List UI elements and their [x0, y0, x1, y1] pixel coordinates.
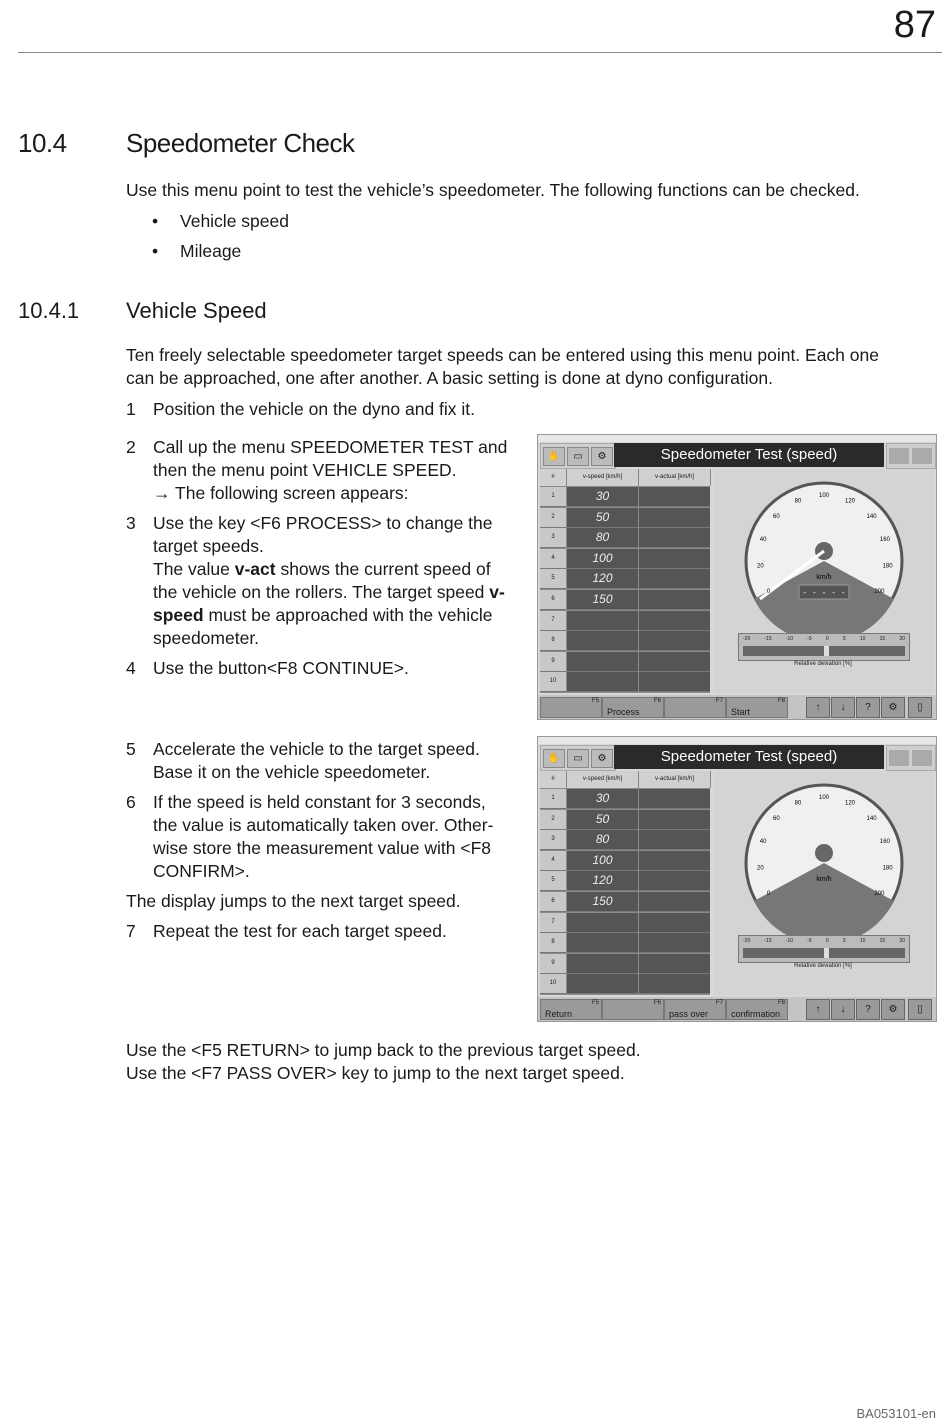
section-title: Speedometer Check — [126, 128, 355, 158]
vactual-cell — [639, 851, 710, 871]
deviation-indicator — [824, 646, 829, 656]
vspeed-cell[interactable]: 150 — [567, 590, 638, 610]
f6-button[interactable]: F6 — [602, 999, 664, 1020]
gauge-tick-label: 180 — [882, 563, 893, 570]
vspeed-cell[interactable] — [567, 954, 638, 974]
deviation-tick-label: -20 — [743, 938, 751, 944]
vactual-cell — [639, 487, 710, 507]
col-header-num: # — [540, 469, 567, 486]
step-number: 6 — [126, 792, 136, 812]
step-text: speed must be approached with the vehicle — [153, 605, 493, 625]
vspeed-cell[interactable] — [567, 652, 638, 672]
hand-icon[interactable]: ✋ — [543, 447, 565, 466]
vactual-cell — [639, 611, 710, 631]
row-number: 4 — [540, 851, 566, 871]
arrow-up-icon[interactable]: ↑ — [806, 999, 830, 1020]
hand-icon[interactable]: ✋ — [543, 749, 565, 768]
f8-start-button[interactable]: Start F8 — [726, 697, 788, 718]
vspeed-cell[interactable]: 150 — [567, 892, 638, 912]
exit-icon[interactable]: ▯ — [908, 999, 932, 1020]
gauge-tick-label: 0 — [766, 891, 771, 897]
vspeed-cell[interactable]: 100 — [567, 549, 638, 569]
f7-pass-over-button[interactable]: pass over F7 — [664, 999, 726, 1020]
function-key-bar — [538, 695, 936, 719]
row-number: 10 — [540, 974, 566, 994]
gauge-tick-label: 120 — [844, 498, 856, 505]
row-number: 7 — [540, 913, 566, 933]
vspeed-cell[interactable]: 30 — [567, 487, 638, 507]
screen-title: Speedometer Test (speed) — [614, 443, 884, 467]
deviation-tick-label: 20 — [899, 938, 905, 944]
col-header-vactual: v-actual [km/h] — [639, 469, 711, 486]
step-text: the vehicle on the rollers. The target speed v- — [153, 582, 505, 602]
screen-title: Speedometer Test (speed) — [614, 745, 884, 769]
deviation-tick-label: 20 — [899, 636, 905, 642]
step-number: 7 — [126, 921, 136, 941]
deviation-tick-label: -15 — [764, 938, 772, 944]
outro-line: Use the <F5 RETURN> to jump back to the previous target speed. — [126, 1040, 641, 1060]
step-number: 5 — [126, 739, 136, 759]
step-text: → The following screen appears: — [153, 483, 409, 503]
step-text: wise store the measurement value with <F8 — [153, 838, 492, 858]
vactual-cell — [639, 954, 710, 974]
vactual-cell — [639, 974, 710, 994]
vspeed-cell[interactable] — [567, 672, 638, 692]
vactual-cell — [639, 672, 710, 692]
gauge-tick-label: 140 — [866, 514, 877, 521]
bullet-item: Vehicle speed — [180, 211, 289, 231]
gauge-tick-label: 60 — [773, 514, 780, 521]
deviation-tick-label: -10 — [785, 636, 794, 642]
gauge-tick-label: 120 — [844, 800, 856, 807]
step-text: Position the vehicle on the dyno and fix it. — [153, 399, 476, 419]
subsection-intro: can be approached, one after another. A basic setting is done at dyno configuration. — [126, 368, 773, 388]
gauge-tick-label: 200 — [874, 589, 885, 595]
vactual-cell — [639, 569, 710, 589]
step-text: then the menu point VEHICLE SPEED. — [153, 460, 457, 480]
vspeed-cell[interactable]: 120 — [567, 871, 638, 891]
step-text: Accelerate the vehicle to the target speed. — [153, 739, 480, 759]
step-text: the value is automatically taken over. Other- — [153, 815, 494, 835]
f6-process-button[interactable]: Process F6 — [602, 697, 664, 718]
toolbar-left — [540, 745, 616, 771]
vactual-cell — [639, 590, 710, 610]
deviation-tick-label: 0 — [825, 636, 829, 642]
f5-return-button[interactable]: Return F5 — [540, 999, 602, 1020]
step-number: 3 — [126, 513, 136, 533]
deviation-tick-label: -10 — [785, 938, 794, 944]
row-number: 6 — [540, 892, 566, 912]
deviation-tick-label: 10 — [859, 938, 866, 944]
row-number: 5 — [540, 569, 566, 589]
page-number: 87 — [893, 4, 936, 46]
col-header-vspeed: v-speed [km/h] — [567, 469, 639, 486]
wrench-icon[interactable]: ⚙ — [591, 749, 613, 768]
step-number: 1 — [126, 399, 136, 419]
vactual-cell — [639, 913, 710, 933]
dyno-icon[interactable] — [889, 448, 909, 464]
deviation-tick-label: 15 — [879, 636, 886, 642]
gauge-tick-label: 40 — [759, 537, 767, 544]
gauge-tick-label: 20 — [757, 563, 764, 570]
vspeed-cell[interactable]: 50 — [567, 810, 638, 830]
vspeed-cell[interactable] — [567, 974, 638, 994]
deviation-scale — [738, 935, 910, 963]
step-text: Repeat the test for each target speed. — [153, 921, 447, 941]
vactual-cell — [639, 652, 710, 672]
outro-line: Use the <F7 PASS OVER> key to jump to the next target speed. — [126, 1063, 625, 1083]
vspeed-cell[interactable]: 80 — [567, 528, 638, 548]
tools-icon[interactable]: ⚙ — [881, 999, 905, 1020]
deviation-label: Relative deviation [%] — [794, 661, 852, 667]
gauge-tick-label: 80 — [794, 800, 802, 807]
subsection-number: 10.4.1 — [18, 298, 80, 323]
gauge-tick-label: 160 — [879, 537, 890, 544]
arrow-down-icon[interactable]: ↓ — [831, 999, 855, 1020]
step-text: speedometer. — [153, 628, 260, 648]
gauge-tick-label: 40 — [759, 839, 767, 846]
step-number: 4 — [126, 658, 136, 678]
screenshot-speedometer-test-2 — [537, 736, 937, 1022]
vactual-cell — [639, 528, 710, 548]
row-number: 10 — [540, 672, 566, 692]
row-number: 3 — [540, 528, 566, 548]
vspeed-cell[interactable]: 100 — [567, 851, 638, 871]
svg-text:- - - - -: - - - - - — [802, 589, 846, 598]
f5-button[interactable]: F5 — [540, 697, 602, 718]
vactual-cell — [639, 631, 710, 651]
subsection-intro: Ten freely selectable speedometer target speeds can be entered using this menu point. Each one — [126, 345, 879, 365]
document-code: BA053101-en — [856, 1406, 936, 1421]
bullet-dot: • — [152, 211, 159, 231]
col-header-num: # — [540, 771, 567, 788]
f8-confirmation-button[interactable]: confirmation F8 — [726, 999, 788, 1020]
row-number: 5 — [540, 871, 566, 891]
vactual-cell — [639, 789, 710, 809]
section-number: 10.4 — [18, 128, 67, 158]
target-speed-table — [540, 771, 710, 995]
bullet-item: Mileage — [180, 241, 242, 261]
header-rule — [18, 52, 942, 53]
vspeed-cell[interactable]: 80 — [567, 830, 638, 850]
row-number: 2 — [540, 508, 566, 528]
row-number: 6 — [540, 590, 566, 610]
gauge-dial — [714, 783, 934, 943]
tools-icon[interactable]: ⚙ — [881, 697, 905, 718]
row-number: 8 — [540, 933, 566, 953]
window-strip — [538, 737, 936, 744]
help-icon[interactable]: ? — [856, 697, 880, 718]
deviation-tick-label: 10 — [859, 636, 866, 642]
deviation-tick-label: 0 — [825, 938, 829, 944]
step-number: 2 — [126, 437, 136, 457]
deviation-tick-label: -15 — [764, 636, 772, 642]
row-number: 1 — [540, 789, 566, 809]
vspeed-cell[interactable]: 50 — [567, 508, 638, 528]
target-speed-table — [540, 469, 710, 693]
deviation-indicator — [824, 948, 829, 958]
dyno-icon[interactable] — [889, 750, 909, 766]
vactual-cell — [639, 508, 710, 528]
gauge-tick-label: 200 — [874, 891, 885, 897]
vactual-cell — [639, 933, 710, 953]
gauge-tick-label: 100 — [818, 493, 830, 499]
vspeed-cell[interactable] — [567, 933, 638, 953]
row-number: 2 — [540, 810, 566, 830]
wrench-icon[interactable]: ⚙ — [591, 447, 613, 466]
deviation-tick-label: -5 — [807, 636, 812, 642]
gauge-tick-label: 60 — [773, 816, 780, 823]
deviation-scale — [738, 633, 910, 661]
vspeed-cell[interactable] — [567, 631, 638, 651]
deviation-label: Relative deviation [%] — [794, 963, 852, 969]
step-text: Use the button<F8 CONTINUE>. — [153, 658, 409, 678]
arrow-up-icon[interactable]: ↑ — [806, 697, 830, 718]
screenshot-speedometer-test-1 — [537, 434, 937, 720]
step-text: target speeds. — [153, 536, 264, 556]
toolbar-right — [886, 745, 936, 771]
toolbar-right — [886, 443, 936, 469]
roller-icon[interactable] — [912, 750, 932, 766]
row-number: 9 — [540, 954, 566, 974]
roller-icon[interactable] — [912, 448, 932, 464]
col-header-vspeed: v-speed [km/h] — [567, 771, 639, 788]
jump-note: The display jumps to the next target speed. — [126, 891, 461, 911]
vspeed-cell[interactable]: 120 — [567, 569, 638, 589]
vspeed-cell[interactable] — [567, 611, 638, 631]
arrow-down-icon[interactable]: ↓ — [831, 697, 855, 718]
gauge-tick-label: 80 — [794, 498, 802, 505]
bullet-dot: • — [152, 241, 159, 261]
step-text: Base it on the vehicle speedometer. — [153, 762, 431, 782]
toolbar-left — [540, 443, 616, 469]
gauge-tick-label: 160 — [879, 839, 890, 846]
window-strip — [538, 435, 936, 442]
gauge-tick-label: 0 — [766, 589, 771, 595]
vehicle-icon[interactable]: ▭ — [567, 749, 589, 768]
function-key-bar — [538, 997, 936, 1021]
gauge-dial — [714, 481, 934, 641]
vactual-cell — [639, 810, 710, 830]
exit-icon[interactable]: ▯ — [908, 697, 932, 718]
deviation-tick-label: 5 — [842, 636, 846, 642]
vactual-cell — [639, 892, 710, 912]
svg-text:km/h: km/h — [816, 574, 832, 581]
deviation-tick-label: -5 — [807, 938, 812, 944]
step-text: Call up the menu SPEEDOMETER TEST and — [153, 437, 508, 457]
col-header-vactual: v-actual [km/h] — [639, 771, 711, 788]
gauge-tick-label: 20 — [757, 865, 764, 872]
svg-text:km/h: km/h — [816, 876, 832, 883]
subsection-title: Vehicle Speed — [126, 298, 267, 323]
deviation-tick-label: 5 — [842, 938, 846, 944]
vactual-cell — [639, 549, 710, 569]
vehicle-icon[interactable]: ▭ — [567, 447, 589, 466]
row-number: 8 — [540, 631, 566, 651]
row-number: 1 — [540, 487, 566, 507]
f7-button[interactable]: F7 — [664, 697, 726, 718]
gauge-tick-label: 180 — [882, 865, 893, 872]
deviation-tick-label: -20 — [743, 636, 751, 642]
row-number: 9 — [540, 652, 566, 672]
step-text: CONFIRM>. — [153, 861, 250, 881]
row-number: 4 — [540, 549, 566, 569]
gauge-tick-label: 140 — [866, 816, 877, 823]
step-text: If the speed is held constant for 3 seconds, — [153, 792, 486, 812]
deviation-tick-label: 15 — [879, 938, 886, 944]
vactual-cell — [639, 871, 710, 891]
step-text: Use the key <F6 PROCESS> to change the — [153, 513, 493, 533]
vspeed-cell[interactable]: 30 — [567, 789, 638, 809]
gauge-tick-label: 100 — [818, 795, 830, 801]
row-number: 3 — [540, 830, 566, 850]
help-icon[interactable]: ? — [856, 999, 880, 1020]
row-number: 7 — [540, 611, 566, 631]
vactual-cell — [639, 830, 710, 850]
section-intro: Use this menu point to test the vehicle’s speedometer. The following functions can be checked. — [126, 180, 860, 200]
step-text: The value v-act shows the current speed of — [153, 559, 491, 579]
vspeed-cell[interactable] — [567, 913, 638, 933]
